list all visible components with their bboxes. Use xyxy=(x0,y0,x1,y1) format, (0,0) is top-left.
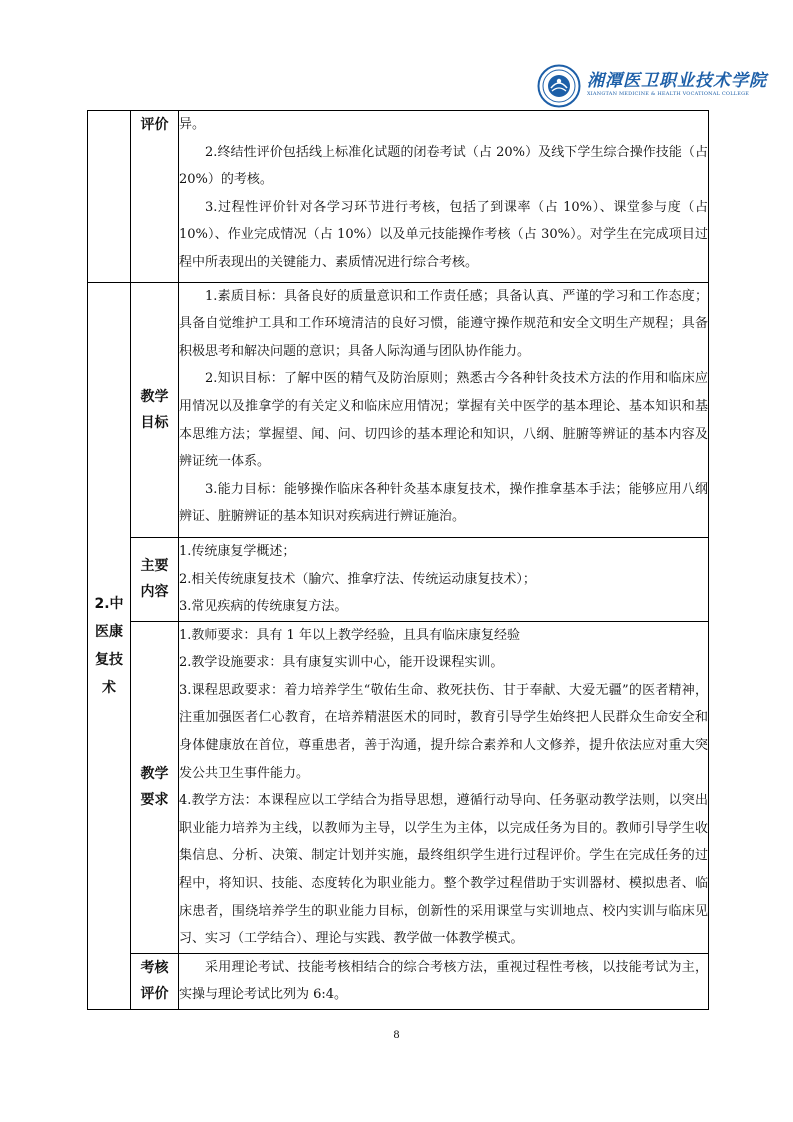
content-item: 2.相关传统康复技术（腧穴、推拿疗法、传统运动康复技术）； xyxy=(179,571,536,587)
requirements-label-line: 教学 xyxy=(140,766,169,783)
page-number: 8 xyxy=(393,1027,400,1041)
assessment-text: 采用理论考试、技能考核相结合的综合考核方法，重视过程性考核，以技能考试为主，实操与理论考试比列为 6:4。 xyxy=(179,959,708,1003)
objective-paragraph: 3.能力目标：能够操作临床各种针灸基本康复技术，操作推拿基本手法；能够应用八纲辨证、脏腑辨证的基本知识对疾病进行辨证施治。 xyxy=(179,481,708,525)
requirement-item: 1.教师要求：具有 1 年以上教学经验，且具有临床康复经验 xyxy=(179,627,520,643)
prev-evaluation-label xyxy=(131,111,179,283)
objective-paragraph: 2.知识目标：了解中医的精气及防治原则；熟悉古今各种针灸技术方法的作用和临床应用情况以及推拿学的有关定义和临床应用情况；掌握有关中医学的基本理论、基本知识和基本思维方法；掌握望、闻、问、切四诊的基本理论和知识，八纲、脏腑等辨证的基本内容及辨证统一体系。 xyxy=(179,371,708,470)
college-emblem-icon xyxy=(537,64,581,108)
requirements-row xyxy=(88,621,709,953)
college-logo xyxy=(537,64,767,108)
requirement-item: 3.课程思政要求：着力培养学生“敬佑生命、救死扶伤、甘于奉献、大爱无疆”的医者精神，注重加强医者仁心教育，在培养精湛医术的同时，教育引导学生始终把人民群众生命安全和身体健康放在首位，尊重患者，善于沟通，提升综合素养和人文修养，提升依法应对重大突发公共卫生事件能力。 xyxy=(179,682,708,781)
prev-evaluation-label-text: 评价 xyxy=(140,117,169,133)
course-name-line: 2.中 xyxy=(94,595,124,612)
course-name-line: 术 xyxy=(102,679,116,696)
assessment-label-line: 评价 xyxy=(140,986,169,1003)
objective-paragraph: 1.素质目标：具备良好的质量意识和工作责任感；具备认真、严谨的学习和工作态度；具备自觉维护工具和工作环境清洁的良好习惯，能遵守操作规范和安全文明生产规程；具备积极思考和解决问题的意识；具备人际沟通与团队协作能力。 xyxy=(179,288,708,359)
prev-evaluation-line: 2.终结性评价包括线上标准化试题的闭卷考试（占 20%）及线下学生综合操作技能（占 20%）的考核。 xyxy=(179,144,708,188)
objectives-row xyxy=(88,282,709,537)
prev-evaluation-line: 3.过程性评价针对各学习环节进行考核，包括了到课率（占 10%）、课堂参与度（占 10%）、作业完成情况（占 10%）以及单元技能操作考核（占 30%）。对学生在完成项目过程中所表现出的关键能力、素质情况进行综合考核。 xyxy=(179,199,708,270)
content-item: 3.常见疾病的传统康复方法。 xyxy=(179,599,348,615)
course-name-line: 复技 xyxy=(95,651,123,668)
requirement-item: 4.教学方法：本课程应以工学结合为指导思想，遵循行动导向、任务驱动教学法则，以突出职业能力培养为主线，以教师为主导，以学生为主体，以完成任务为目的。教师引导学生收集信息、分析、决策、制定计划并实施，最终组织学生进行过程评价。学生在完成任务的过程中，将知识、技能、态度转化为职业能力。整个教学过程借助于实训器材、模拟患者、临床患者，围绕培养学生的职业能力目标，创新性的采用课堂与实训地点、校内实训与临床见习、实习（工学结合）、理论与实践、教学做一体教学模式。 xyxy=(179,793,708,947)
objectives-label-line: 教学 xyxy=(140,388,169,405)
prev-course-cell xyxy=(88,111,131,283)
assessment-row xyxy=(88,953,709,1009)
content-label-line: 主要 xyxy=(140,558,169,575)
assessment-content xyxy=(179,953,709,1009)
prev-evaluation-line: 异。 xyxy=(179,117,206,132)
content-row xyxy=(88,537,709,621)
objectives-label-line: 目标 xyxy=(140,414,169,431)
content-label-line: 内容 xyxy=(140,584,169,601)
objectives-content xyxy=(179,282,709,537)
course-name-line: 医康 xyxy=(95,623,123,640)
course-name-cell xyxy=(88,282,131,1009)
content-label xyxy=(131,537,179,621)
college-name-cn: 湘潭医卫职业技术学院 xyxy=(587,71,767,91)
requirement-item: 2.教学设施要求：具有康复实训中心，能开设课程实训。 xyxy=(179,655,504,671)
requirements-label-line: 要求 xyxy=(140,792,169,809)
content-item: 1.传统康复学概述； xyxy=(179,543,296,559)
prev-evaluation-content xyxy=(179,111,709,283)
course-table xyxy=(87,110,709,1010)
prev-evaluation-row xyxy=(88,111,709,283)
objectives-label xyxy=(131,282,179,537)
requirements-items xyxy=(179,621,709,953)
college-name-en: XIANGTAN MEDICINE & HEALTH VOCATIONAL COLLEGE xyxy=(587,91,750,97)
requirements-label xyxy=(131,621,179,953)
content-items xyxy=(179,537,709,621)
assessment-label xyxy=(131,953,179,1009)
assessment-label-line: 考核 xyxy=(140,960,169,977)
